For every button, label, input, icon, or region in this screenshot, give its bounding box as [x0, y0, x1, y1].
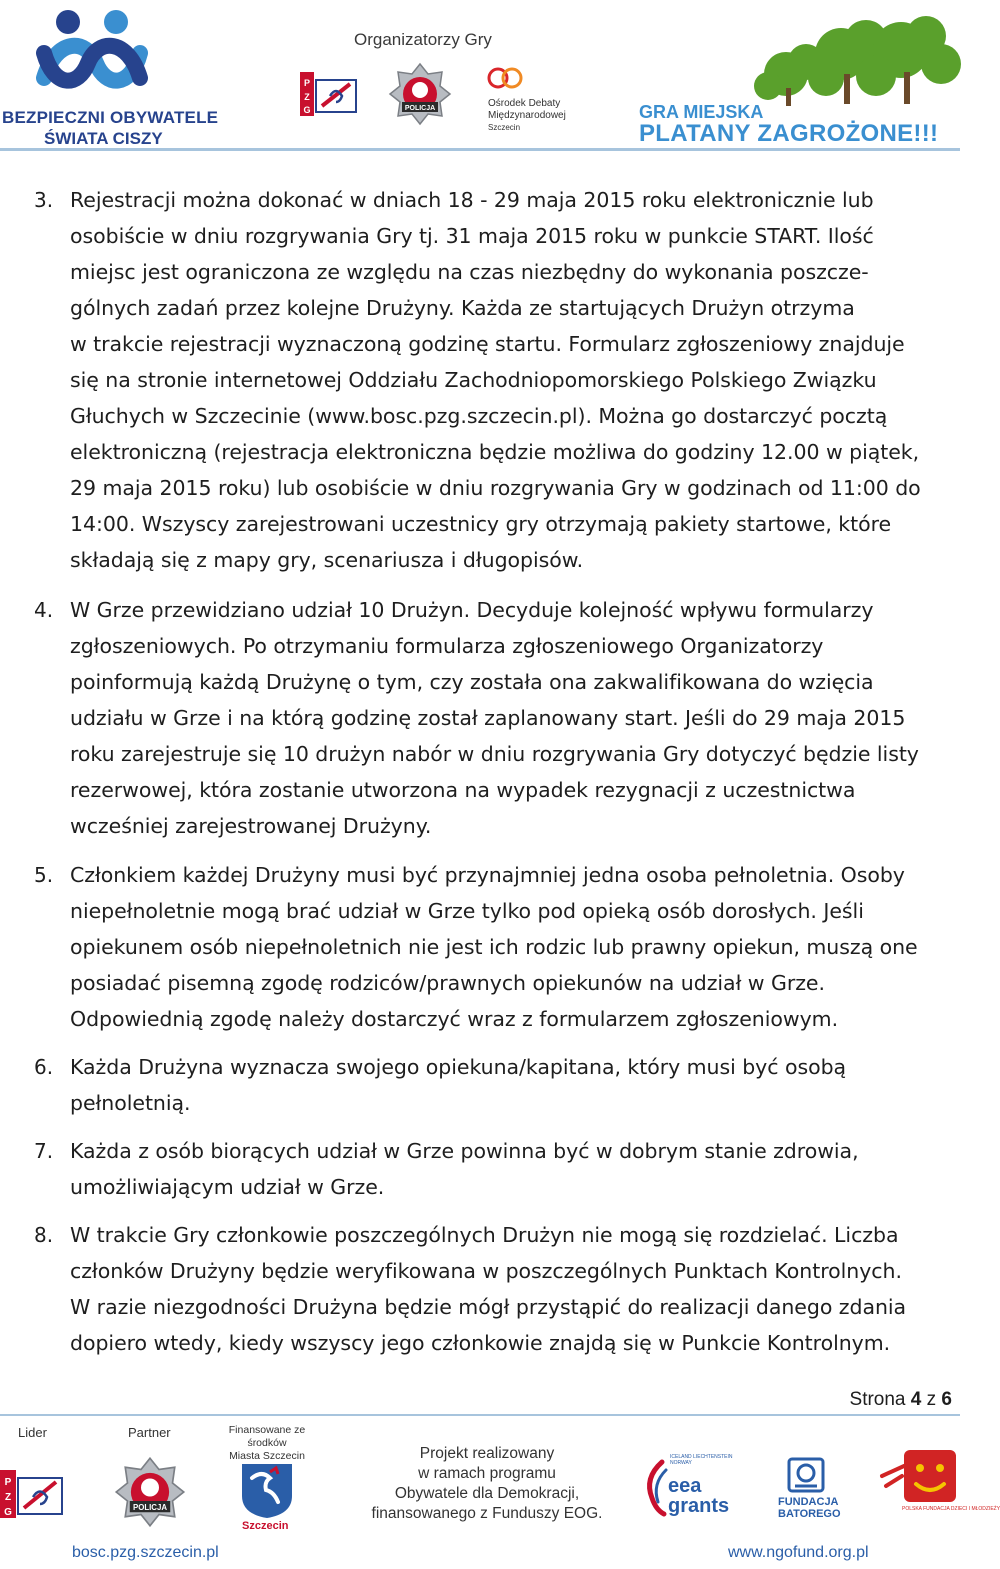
item-line: pełnoletnią. [70, 1091, 191, 1115]
financed-label [208, 1424, 326, 1463]
ngofund-website-link[interactable]: www.ngofund.org.pl [728, 1544, 869, 1561]
item-line: Każda Drużyna wyznacza swojego opiekuna/kapitana, który musi być osobą [70, 1055, 847, 1079]
item-number: 7. [34, 1139, 54, 1163]
item-line: elektroniczną (rejestracja elektroniczna będzie możliwa do godziny 12.00 w piątek, [70, 440, 920, 464]
police-star-icon [388, 62, 452, 126]
osrodek-line3: Szczecin [488, 123, 521, 132]
pzg-icon [300, 70, 358, 118]
police-star-icon [114, 1456, 186, 1528]
pzg-icon [0, 1468, 64, 1520]
logo-text-line1: BEZPIECZNI OBYWATELE [2, 108, 219, 127]
svg-text:Z: Z [4, 1492, 12, 1503]
item-line: Każda z osób biorących udział w Grze powinna być w dobrym stanie zdrowia, [70, 1139, 859, 1163]
item-line: gólnych zadań przez kolejne Drużyny. Każda ze startujących Drużyn otrzyma [70, 296, 855, 320]
batory-line1: FUNDACJA [778, 1496, 839, 1508]
item-line: zgłoszeniowych. Po otrzymaniu formularza zgłoszeniowego Organizatorzy [70, 634, 824, 658]
item-line: posiadać pisemną zgodę rodziców/prawnych opiekunów na udział w Grze. [70, 971, 825, 995]
partner-label: Partner [128, 1425, 171, 1440]
page-number-prefix: Strona [849, 1389, 906, 1410]
project-line4: finansowanego z Funduszy EOG. [371, 1505, 603, 1522]
page-number-separator: z [926, 1389, 937, 1410]
item-line: miejsc jest ograniczona ze względu na czas niezbędny do wykonania poszcze- [70, 260, 869, 284]
game-title-main: PLATANY ZAGROŻONE!!! [639, 120, 939, 147]
item-line: poinformują każdą Drużynę o tym, czy została ona zakwalifikowana do wzięcia [70, 670, 874, 694]
item-line: Rejestracji można dokonać w dniach 18 - 29 maja 2015 roku elektronicznie lub [70, 188, 874, 212]
eea-word: eea [668, 1475, 702, 1497]
item-line: wcześniej zarejestrowanej Drużyny. [70, 814, 432, 838]
batory-line2: BATOREGO [778, 1508, 841, 1520]
item-line: W trakcie Gry członkowie poszczególnych Drużyn nie mogą się rozdzielać. Liczba [70, 1223, 899, 1247]
item-line: umożliwiającym udział w Grze. [70, 1175, 385, 1199]
item-number: 3. [34, 188, 54, 212]
fundacja-batorego-logo [776, 1456, 846, 1528]
svg-text:G: G [303, 105, 311, 115]
pzg-logo [300, 70, 358, 118]
police-badge-text: POLICJA [404, 105, 436, 112]
footer-pzg-logo [0, 1468, 64, 1520]
game-title-small: GRA MIEJSKA [639, 102, 764, 122]
item-line: roku zarejestruje się 10 drużyn nabór w dniu rozgrywania Gry dotyczyć będzie listy [70, 742, 919, 766]
item-line: udziału w Grze i na którą godzinę został zaplanowany start. Jeśli do 29 maja 2015 [70, 706, 906, 730]
szczecin-logo [240, 1462, 294, 1528]
financed-line1: Finansowane ze środków [228, 1424, 306, 1449]
page-footer [0, 1416, 1000, 1569]
item-line: W razie niezgodności Drużyna będzie mógł przystąpić do realizacji danego zdania [70, 1295, 907, 1319]
header-divider [0, 148, 960, 151]
eea-swoosh-icon [642, 1458, 668, 1518]
item-line: opiekunem osób niepełnoletnich nie jest ich rodzic lub prawny opiekun, muszą one [70, 935, 918, 959]
organizers-title: Organizatorzy Gry [354, 30, 492, 49]
grants-word: grants [668, 1495, 730, 1517]
project-line2: w ramach programu [418, 1465, 556, 1482]
lider-label: Lider [18, 1425, 47, 1440]
item-line: rezerwowej, która zostanie utworzona na wypadek rezygnacji z uczestnictwa [70, 778, 856, 802]
item-line: Członkiem każdej Drużyny musi być przynajmniej jedna osoba pełnoletnia. Osoby [70, 863, 905, 887]
item-number: 8. [34, 1223, 54, 1247]
osrodek-line2: Międzynarodowej [488, 110, 566, 121]
footer-police-logo [114, 1456, 186, 1528]
svg-text:P: P [4, 1477, 12, 1488]
item-line: W Grze przewidziano udział 10 Drużyn. Decyduje kolejność wpływu formularzy [70, 598, 874, 622]
item-line: dopiero wtedy, kiedy wszyscy jego członkowie znajdą się w Punkcie Kontrolnym. [70, 1331, 891, 1355]
logo-text-line2: ŚWIATA CISZY [44, 129, 163, 148]
police-logo [388, 62, 452, 126]
police-badge-text: POLICJA [132, 1503, 168, 1512]
page-number-current: 4 [910, 1389, 922, 1410]
osrodek-debaty-logo [486, 64, 586, 138]
osrodek-line1: Ośrodek Debaty [488, 98, 561, 109]
family-figures-icon [36, 8, 146, 104]
item-line: osobiście w dniu rozgrywania Gry tj. 31 maja 2015 roku w punkcie START. Ilość [70, 224, 874, 248]
batory-emblem-icon [786, 1456, 826, 1494]
eea-grants-logo [642, 1454, 738, 1520]
project-line1: Projekt realizowany [419, 1445, 555, 1462]
svg-text:P: P [303, 78, 311, 88]
page-number-total: 6 [941, 1389, 952, 1410]
pfdm-logo [880, 1446, 1000, 1522]
financed-line2: Miasta Szczecin [229, 1450, 305, 1462]
item-line: Odpowiednią zgodę należy dostarczyć wraz z formularzem zgłoszeniowym. [70, 1007, 839, 1031]
item-line: członków Drużyny będzie weryfikowana w poszczególnych Punktach Kontrolnych. [70, 1259, 902, 1283]
item-line: składają się z mapy gry, scenariusza i długopisów. [70, 548, 584, 572]
item-line: się na stronie internetowej Oddziału Zachodniopomorskiego Polskiego Związku [70, 368, 877, 392]
osrodek-rings-icon [486, 64, 526, 98]
page-number [850, 1389, 952, 1411]
gra-miejska-logo [636, 14, 960, 150]
bosc-website-link[interactable]: bosc.pzg.szczecin.pl [72, 1544, 219, 1561]
item-number: 4. [34, 598, 54, 622]
pfdm-emblem-icon [880, 1446, 960, 1506]
svg-text:G: G [4, 1507, 12, 1518]
item-line: w trakcie rejestracji wyznaczoną godzinę startu. Formularz zgłoszeniowy znajduje [70, 332, 905, 356]
item-line: 14:00. Wszyscy zarejestrowani uczestnicy gry otrzymają pakiety startowe, które [70, 512, 892, 536]
item-line: niepełnoletnie mogą brać udział w Grze tylko pod opieką osób dorosłych. Jeśli [70, 899, 864, 923]
item-number: 6. [34, 1055, 54, 1079]
eea-countries: ICELAND LIECHTENSTEIN NORWAY [670, 1454, 733, 1466]
item-number: 5. [34, 863, 54, 887]
project-info [362, 1444, 612, 1524]
bezpieczni-obywatele-logo [0, 8, 219, 148]
pfdm-label: POLSKA FUNDACJA DZIECI I MŁODZIEŻY [902, 1506, 1000, 1512]
item-line: 29 maja 2015 roku) lub osobiście w dniu rozgrywania Gry w godzinach od 11:00 do [70, 476, 921, 500]
item-line: Głuchych w Szczecinie (www.bosc.pzg.szczecin.pl). Można go dostarczyć pocztą [70, 404, 888, 428]
szczecin-label: Szczecin [242, 1520, 289, 1532]
project-line3: Obywatele dla Demokracji, [394, 1485, 580, 1502]
szczecin-crest-icon [240, 1462, 294, 1520]
page-header [0, 0, 960, 155]
svg-text:Z: Z [304, 92, 310, 102]
